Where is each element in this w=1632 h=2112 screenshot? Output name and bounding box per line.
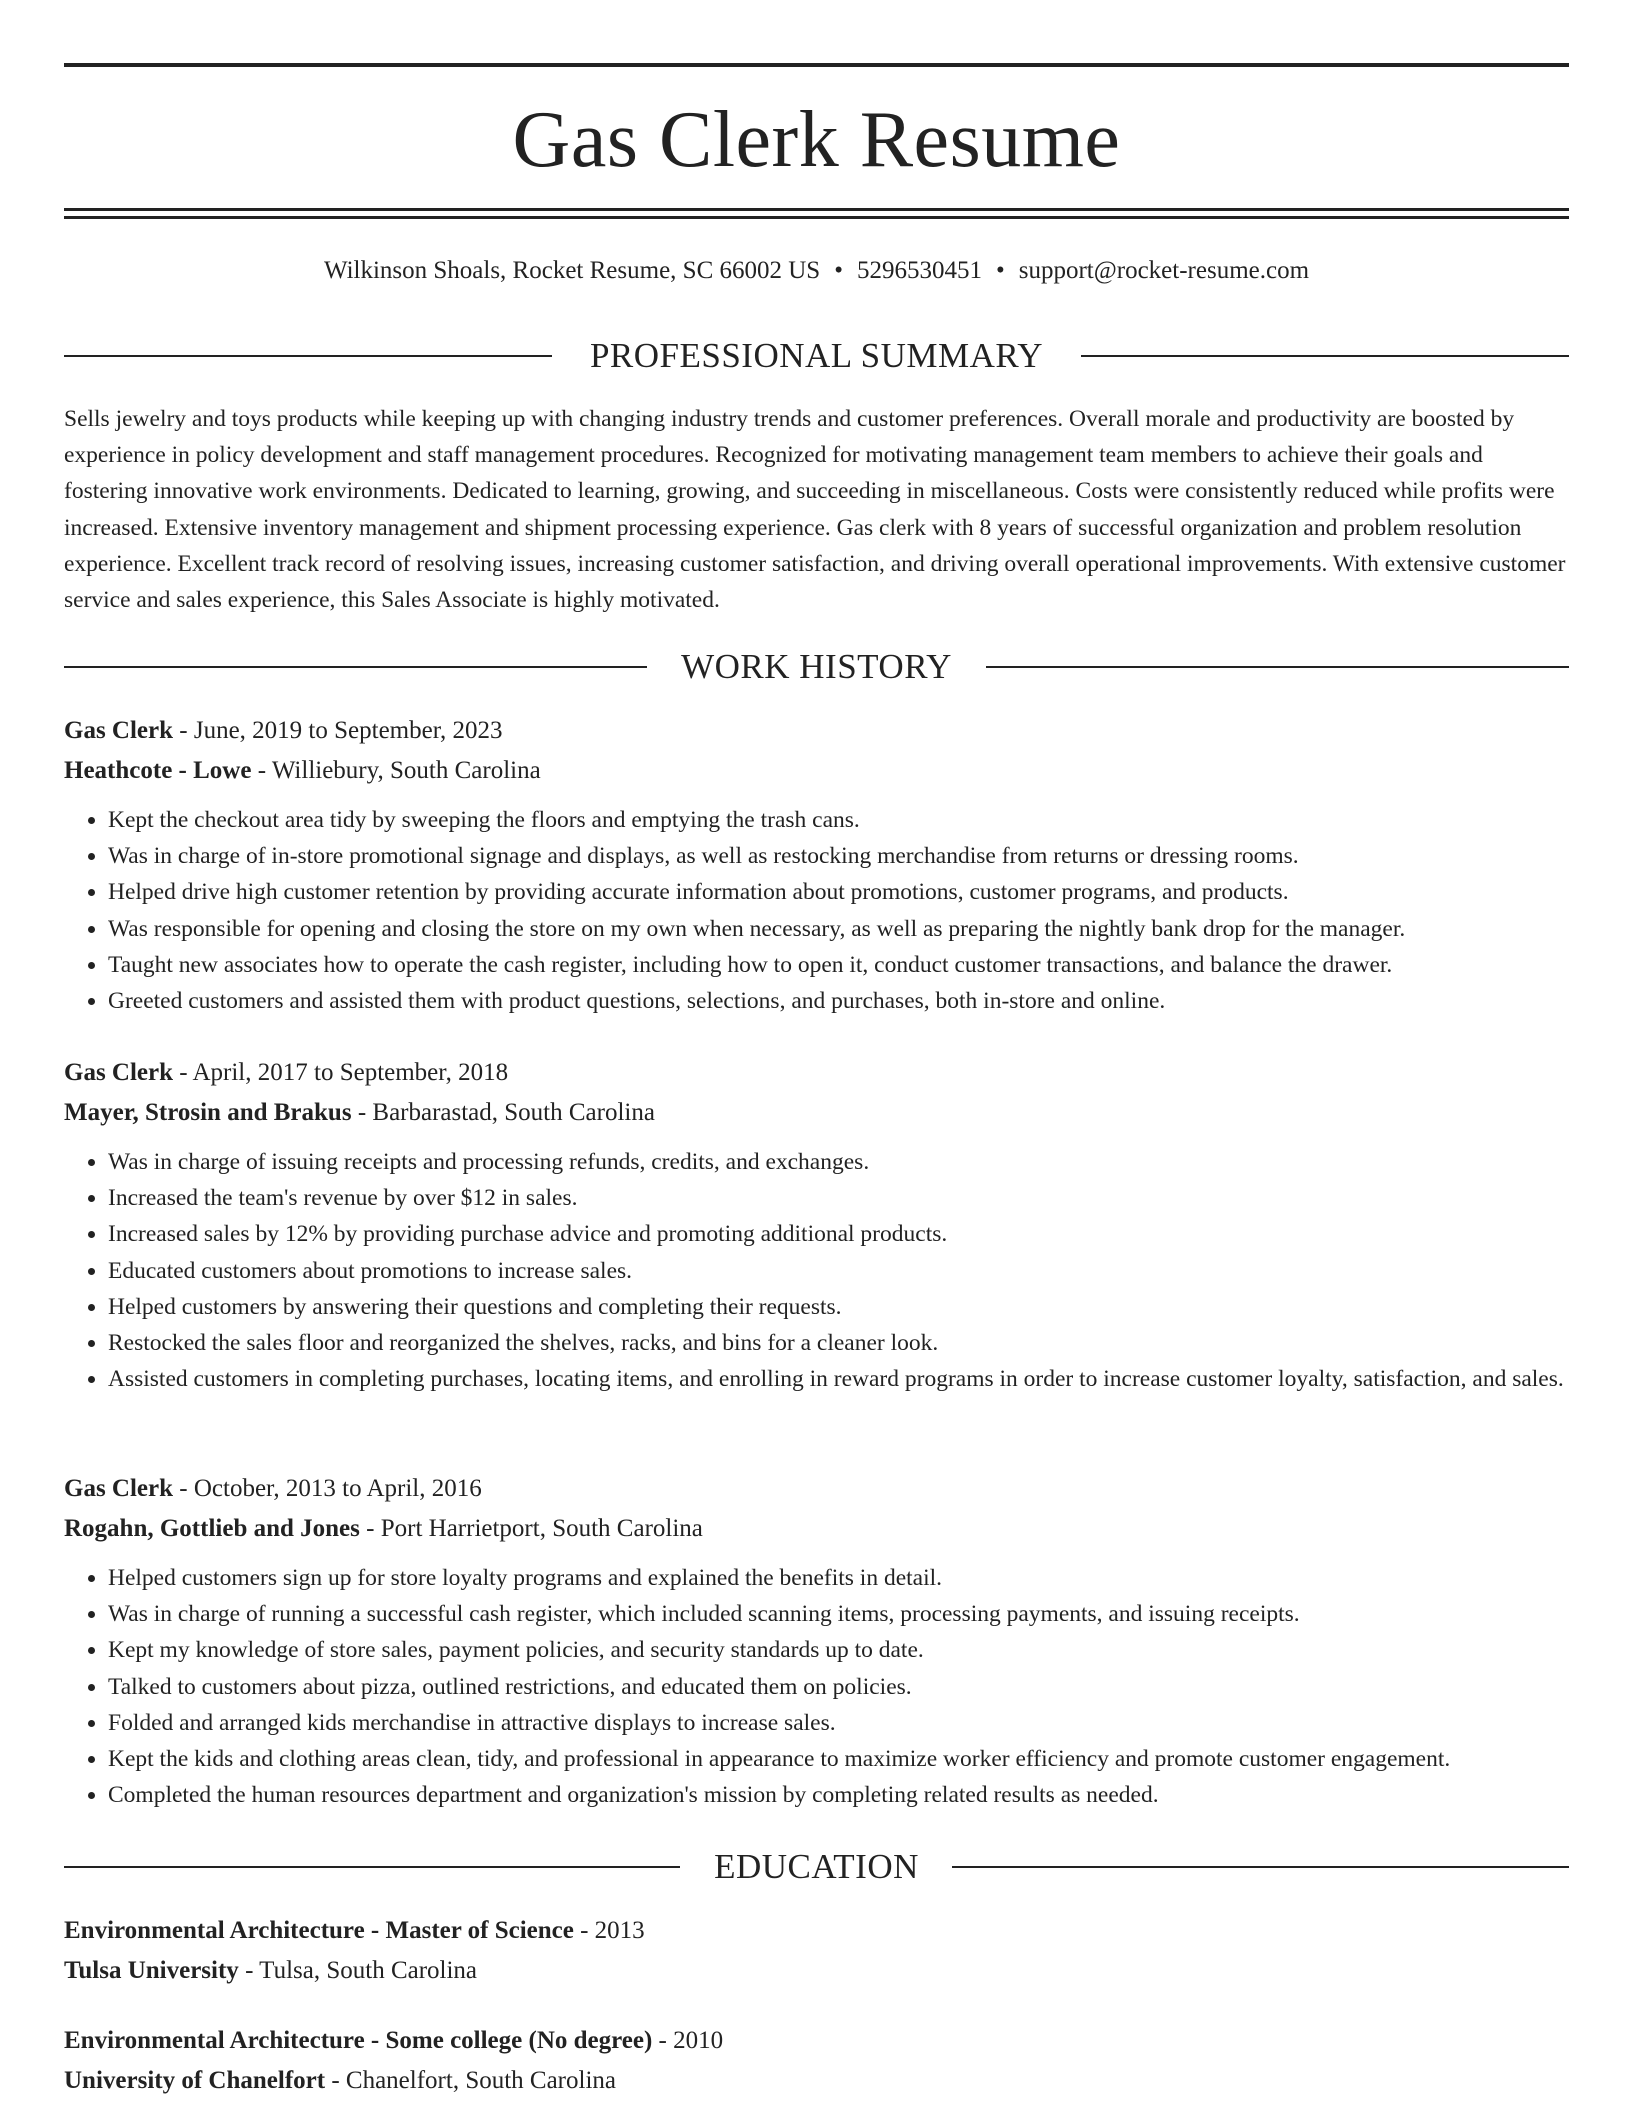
job-bullet: • Talked to customers about pizza, outlined restrictions, and educated them on policies.	[108, 1669, 1569, 1705]
job-title-row	[64, 711, 1569, 751]
job-company: Rogahn, Gottlieb and Jones	[64, 1515, 360, 1542]
job-dates: - June, 2019 to September, 2023	[173, 717, 503, 744]
job-bullet: • Assisted customers in completing purchases, locating items, and enrolling in reward programs in order to increase customer loyalty, satisfaction, and sales.	[108, 1361, 1569, 1397]
contact-separator: •	[834, 257, 843, 284]
edu-degree: Environmental Architecture - Some college (No degree)	[64, 2027, 653, 2054]
job-location: - Williebury, South Carolina	[251, 757, 541, 784]
job-entry	[64, 1469, 1569, 1813]
edu-degree: Environmental Architecture - Master of Science	[64, 1917, 574, 1944]
job-company-row	[64, 751, 1569, 791]
job-bullet: • Kept my knowledge of store sales, payment policies, and security standards up to date.	[108, 1632, 1569, 1668]
edu-location: - Tulsa, South Carolina	[238, 1957, 478, 1984]
edu-year: - 2013	[573, 1917, 645, 1944]
title-double-rule-upper	[64, 208, 1569, 211]
job-company: Heathcote - Lowe	[64, 757, 252, 784]
job-dates: - October, 2013 to April, 2016	[173, 1475, 482, 1502]
job-bullets	[64, 1144, 1569, 1397]
contact-address: Wilkinson Shoals, Rocket Resume, SC 66002 US	[323, 257, 821, 284]
edu-school: Tulsa University	[64, 1957, 239, 1984]
job-title: Gas Clerk	[64, 717, 174, 744]
job-bullet: • Helped customers sign up for store loyalty programs and explained the benefits in detail.	[108, 1560, 1569, 1596]
summary-section-heading	[64, 334, 1569, 378]
job-bullet: • Was in charge of in-store promotional signage and displays, as well as restocking merchandise from returns or dressing rooms.	[108, 838, 1569, 874]
job-bullet: • Taught new associates how to operate the cash register, including how to open it, conduct customer transactions, and balance the drawer.	[108, 947, 1569, 983]
summary-heading: PROFESSIONAL SUMMARY	[589, 336, 1044, 375]
work-section-heading	[64, 645, 1569, 689]
job-bullet: • Kept the checkout area tidy by sweeping the floors and emptying the trash cans.	[108, 802, 1569, 838]
edu-school-row	[64, 2061, 1569, 2101]
job-entry	[64, 1053, 1569, 1397]
job-title-row	[64, 1469, 1569, 1509]
top-rule	[64, 63, 1569, 67]
edu-location: - Chanelfort, South Carolina	[325, 2067, 616, 2094]
contact-email: support@rocket-resume.com	[1018, 257, 1310, 284]
edu-school-row	[64, 1951, 1569, 1991]
job-bullet: • Was in charge of running a successful cash register, which included scanning items, processing payments, and issuing receipts.	[108, 1596, 1569, 1632]
education-entry	[64, 2021, 1569, 2101]
education-heading: EDUCATION	[714, 1847, 919, 1886]
job-bullet: • Restocked the sales floor and reorganized the shelves, racks, and bins for a cleaner look.	[108, 1325, 1569, 1361]
work-heading: WORK HISTORY	[681, 647, 952, 686]
job-location: - Port Harrietport, South Carolina	[359, 1515, 703, 1542]
job-bullet: • Kept the kids and clothing areas clean, tidy, and professional in appearance to maximize worker efficiency and promote customer engagement.	[108, 1741, 1569, 1777]
job-dates: - April, 2017 to September, 2018	[173, 1059, 509, 1086]
edu-degree-row	[64, 1911, 1569, 1951]
education-section-heading	[64, 1845, 1569, 1889]
summary-text: Sells jewelry and toys products while keeping up with changing industry trends and customer preferences. Overall morale and productivity are boosted by experience in policy development and staff management procedures. Recognized for motivating management team members to achieve their goals and fostering innovative work environments. Dedicated to learning, growing, and succeeding in miscellaneous. Costs were consistently reduced while profits were increased. Extensive inventory management and shipment processing experience. Gas clerk with 8 years of successful organization and problem resolution experience. Excellent track record of resolving issues, increasing customer satisfaction, and driving overall operational improvements. With extensive customer service and sales experience, this Sales Associate is highly motivated.	[64, 406, 1566, 614]
edu-degree-row	[64, 2021, 1569, 2061]
edu-year: - 2010	[652, 2027, 724, 2054]
job-title: Gas Clerk	[64, 1059, 174, 1086]
job-bullets	[64, 1560, 1569, 1813]
job-bullet: • Increased the team's revenue by over $12 in sales.	[108, 1180, 1569, 1216]
contact-separator: •	[995, 257, 1005, 284]
job-company-row	[64, 1093, 1569, 1133]
job-bullet: • Folded and arranged kids merchandise in attractive displays to increase sales.	[108, 1705, 1569, 1741]
job-title: Gas Clerk	[64, 1475, 174, 1502]
job-company-row	[64, 1509, 1569, 1549]
contact-line	[64, 255, 1569, 287]
job-bullet: • Educated customers about promotions to increase sales.	[108, 1253, 1569, 1289]
job-bullet: • Helped customers by answering their questions and completing their requests.	[108, 1289, 1569, 1325]
job-title-row	[64, 1053, 1569, 1093]
job-location: - Barbarastad, South Carolina	[351, 1099, 655, 1126]
contact-phone: 5296530451	[856, 257, 982, 284]
resume-title: Gas Clerk Resume	[512, 96, 1121, 184]
job-bullet: • Was in charge of issuing receipts and processing refunds, credits, and exchanges.	[108, 1144, 1569, 1180]
job-bullets	[64, 802, 1569, 1019]
job-bullet: • Increased sales by 12% by providing purchase advice and promoting additional products.	[108, 1216, 1569, 1252]
job-bullet: • Completed the human resources department and organization's mission by completing related results as needed.	[108, 1777, 1569, 1813]
education-entry	[64, 1911, 1569, 1991]
job-bullet: • Was responsible for opening and closing the store on my own when necessary, as well as preparing the nightly bank drop for the manager.	[108, 911, 1569, 947]
job-bullet: • Greeted customers and assisted them with product questions, selections, and purchases, both in-store and online.	[108, 983, 1569, 1019]
title-double-rule-lower	[64, 216, 1569, 219]
job-company: Mayer, Strosin and Brakus	[64, 1099, 352, 1126]
job-bullet: • Helped drive high customer retention by providing accurate information about promotions, customer programs, and products.	[108, 874, 1569, 910]
edu-school: University of Chanelfort	[64, 2067, 326, 2094]
job-entry	[64, 711, 1569, 1019]
